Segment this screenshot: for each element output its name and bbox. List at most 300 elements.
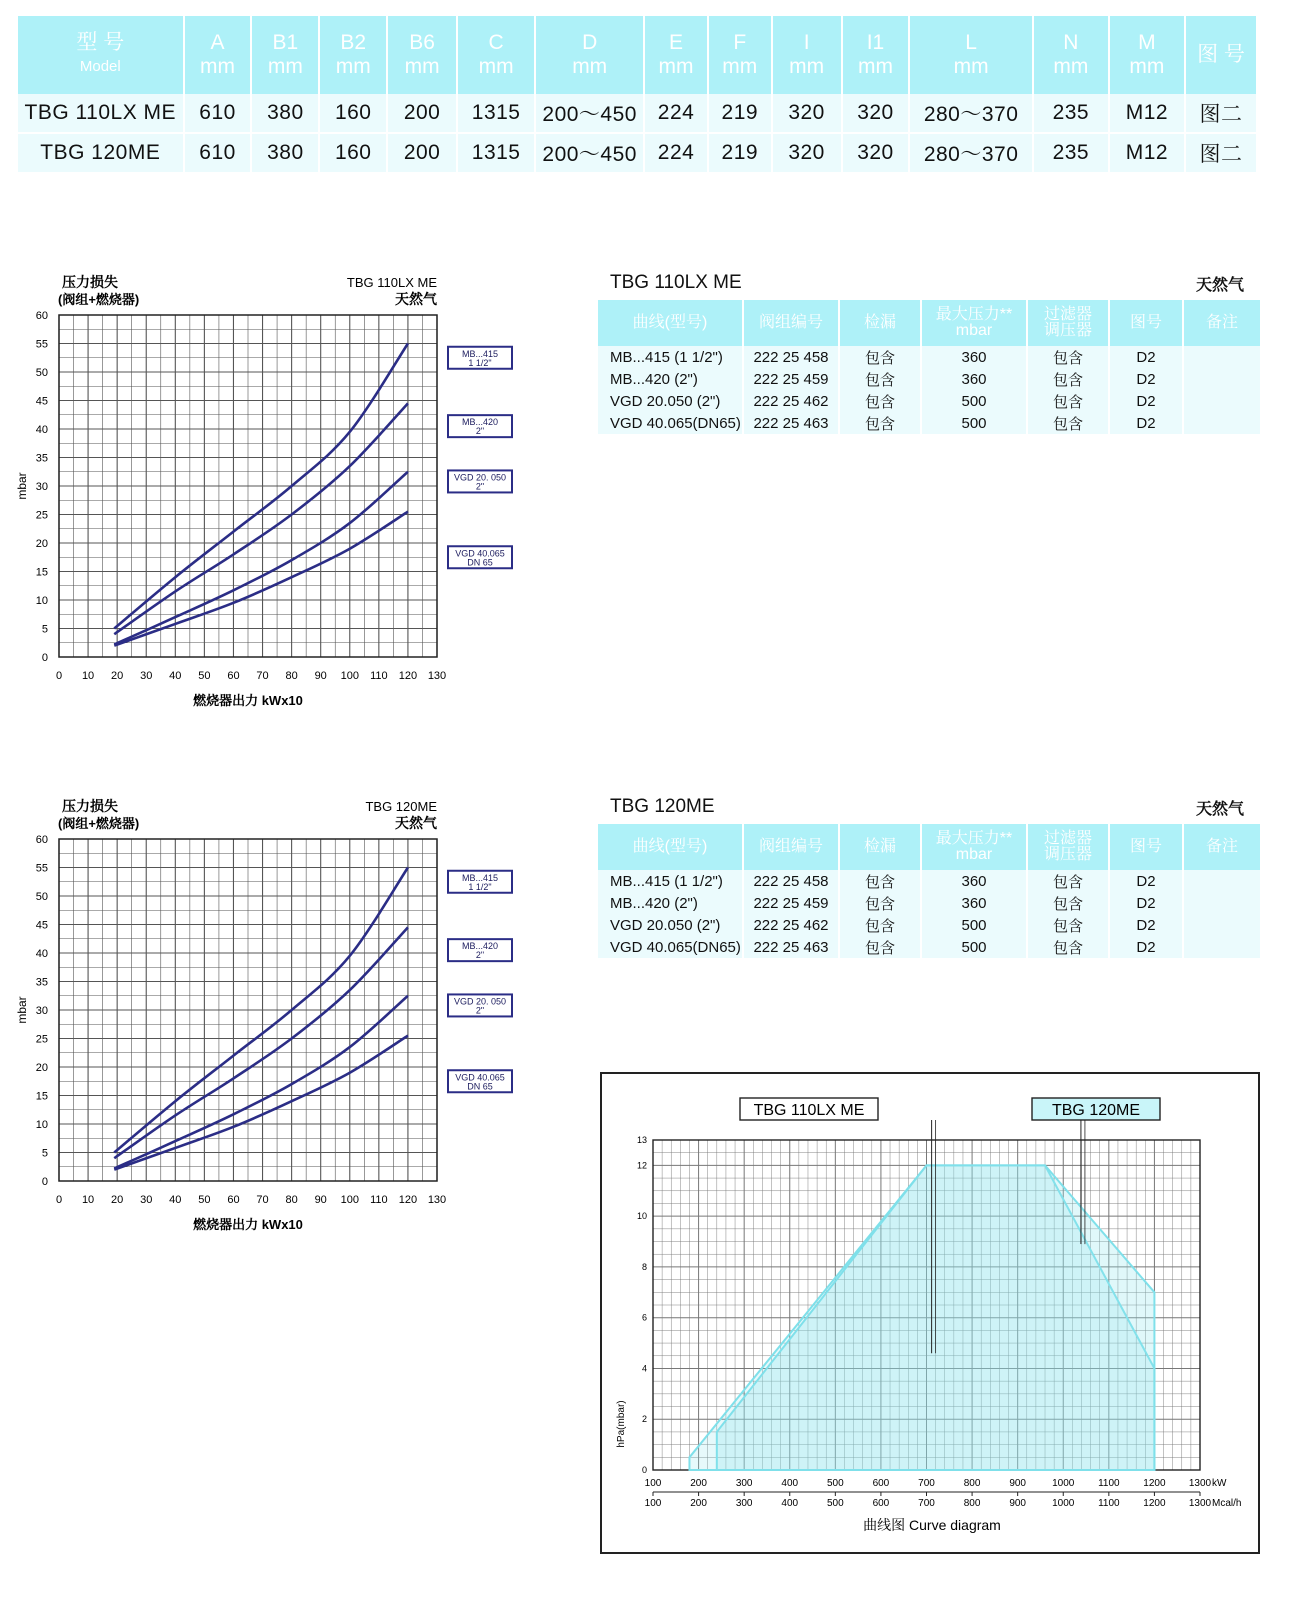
table-cell: TBG 110LX ME (18, 94, 183, 134)
x-tick-label: 500 (826, 1478, 844, 1489)
series-label-text: DN 65 (467, 1081, 493, 1092)
valve-header-cell: 检漏 (840, 824, 920, 870)
table-cell: TBG 120ME (18, 134, 183, 172)
dimension-header-label: M (1138, 31, 1156, 54)
table-cell: 500 (922, 914, 1026, 936)
table-cell: 222 25 463 (744, 936, 838, 958)
x-tick-label: 700 (918, 1478, 935, 1489)
chart-gas: 天然气 (395, 815, 437, 831)
x-tick-label: 30 (140, 670, 153, 682)
series-label-text: 2" (475, 950, 485, 961)
dimension-header-unit: mm (404, 55, 440, 78)
valve-header-cell (1028, 300, 1108, 346)
y-tick-label: 35 (35, 452, 48, 465)
table-cell (1184, 390, 1260, 412)
table-cell: M12 (1110, 134, 1184, 172)
chart-title: 压力损失 (62, 798, 118, 814)
table-cell: VGD 20.050 (2") (598, 390, 742, 412)
y-tick-label: 10 (35, 595, 48, 607)
valve-header-label: 最大压力** (935, 306, 1013, 323)
x2-tick-label: 100 (644, 1498, 662, 1509)
dimension-header-label: B2 (340, 31, 367, 54)
dimension-header-label: F (733, 31, 747, 54)
dimension-header-cell (645, 16, 707, 94)
table-row (598, 390, 1260, 412)
y-tick-label: 55 (35, 862, 48, 875)
dimension-header-label: A (210, 31, 225, 54)
series-label-text: VGD 40.065 (455, 548, 505, 559)
y-tick-label: 0 (641, 1465, 647, 1475)
dimension-header-label: L (965, 31, 977, 54)
table-row (598, 870, 1260, 892)
y-tick-label: 5 (41, 1147, 48, 1160)
table-cell: 222 25 463 (744, 412, 838, 434)
table-cell: 500 (922, 412, 1026, 434)
x2-tick-label: 1000 (1052, 1498, 1075, 1509)
table-cell: 1315 (458, 94, 534, 134)
valve-header-label: mbar (955, 322, 993, 339)
valve-header-label: 过滤器 (1043, 830, 1092, 847)
valve-header-cell (922, 300, 1026, 346)
x-tick-label: 300 (735, 1478, 753, 1489)
x2-tick-label: 1300 (1188, 1498, 1212, 1509)
table-cell: 200 (388, 134, 456, 172)
table-cell: D2 (1110, 870, 1182, 892)
table-cell (1184, 892, 1260, 914)
dimension-table-header (18, 16, 1256, 94)
x2-tick-label: 200 (690, 1498, 707, 1509)
x-tick-label: 60 (227, 1194, 240, 1206)
table-cell: D2 (1110, 936, 1182, 958)
series-label-text: VGD 40.065 (455, 1072, 505, 1083)
y-tick-label: 40 (35, 424, 48, 436)
callout-label: TBG 110LX ME (753, 1102, 865, 1119)
dimension-header-cell (536, 16, 643, 94)
x-tick-label: 110 (370, 1194, 388, 1206)
table-row (18, 134, 1256, 172)
table-cell: MB...420 (2") (598, 368, 742, 390)
y-tick-label: 2 (641, 1414, 647, 1425)
dimension-header-cell (910, 16, 1031, 94)
table-cell: 200 (388, 94, 456, 134)
valve-header-label: mbar (955, 846, 993, 863)
chart-gas: 天然气 (395, 291, 437, 307)
dimension-header-unit: mm (1053, 55, 1089, 78)
y-tick-label: 20 (35, 538, 48, 550)
table-cell: 包含 (840, 914, 920, 936)
y-tick-label: 12 (636, 1160, 647, 1171)
x-tick-label: 20 (111, 670, 124, 682)
table-cell: 280～370 (910, 134, 1031, 172)
series-label-text: MB...415 (461, 872, 499, 883)
table-cell: 包含 (840, 390, 920, 412)
x-tick-label: 100 (340, 670, 359, 682)
series-label-text: VGD 20. 050 (453, 996, 507, 1007)
dimension-header-cell (843, 16, 909, 94)
y-tick-label: 60 (35, 310, 48, 322)
valve-header-cell (922, 824, 1026, 870)
dimension-header-label: I (803, 31, 810, 54)
chart-subtitle: (阀组+燃烧器) (58, 816, 140, 831)
table-cell: 图二 (1186, 94, 1256, 134)
y-tick-label: 30 (35, 1005, 48, 1017)
valve-header-cell: 备注 (1184, 824, 1260, 870)
table-cell: MB...420 (2") (598, 892, 742, 914)
y-tick-label: 40 (35, 948, 48, 960)
x-tick-label: 600 (872, 1478, 890, 1489)
y-tick-label: 50 (35, 891, 48, 903)
x2-tick-label: 1200 (1143, 1498, 1166, 1509)
x-tick-label: 40 (169, 1194, 182, 1206)
dimension-header-label: D (582, 31, 598, 54)
series-label-text: DN 65 (467, 557, 493, 568)
table-cell: 包含 (840, 346, 920, 368)
table-cell (1184, 936, 1260, 958)
valve-header-cell: 曲线(型号) (598, 824, 742, 870)
table-cell: 235 (1034, 134, 1108, 172)
table-cell: 219 (709, 134, 771, 172)
x-tick-label: 1000 (1052, 1478, 1075, 1489)
series-line (114, 996, 408, 1169)
table-cell: 200～450 (536, 134, 643, 172)
x-tick-label: 1300 (1188, 1478, 1212, 1489)
y-tick-label: 45 (35, 919, 48, 932)
dimension-header-cell (252, 16, 318, 94)
dimension-header-cell (388, 16, 456, 94)
table-cell: 包含 (1028, 870, 1108, 892)
callout-label: TBG 120ME (1051, 1102, 1141, 1119)
series-line (114, 472, 408, 645)
series-label-text: 1 1/2" (468, 357, 492, 368)
table-cell: 380 (252, 134, 318, 172)
x-tick-label: 50 (198, 670, 211, 682)
table-cell: MB...415 (1 1/2") (598, 870, 742, 892)
table-cell: 160 (320, 134, 386, 172)
y-tick-label: 45 (35, 395, 48, 408)
series-label-text: MB...415 (461, 348, 499, 359)
y-tick-label: 55 (35, 338, 48, 351)
x-tick-label: 70 (256, 1194, 269, 1206)
y-tick-label: 5 (41, 623, 48, 636)
valve-header-cell (1028, 824, 1108, 870)
x-tick-label: 0 (55, 670, 63, 682)
x2-unit-label: Mcal/h (1212, 1498, 1242, 1509)
table-cell: 包含 (1028, 914, 1108, 936)
x-tick-label: 40 (169, 670, 182, 682)
table-cell: MB...415 (1 1/2") (598, 346, 742, 368)
curve-diagram-chart (602, 1074, 1258, 1552)
series-label-text: 2" (475, 426, 485, 437)
dimension-header-cell (320, 16, 386, 94)
y-tick-label: 0 (41, 652, 48, 664)
table-cell: 610 (185, 134, 251, 172)
table-cell (1184, 870, 1260, 892)
pressure-loss-chart-1 (0, 268, 600, 748)
valve-header-cell: 检漏 (840, 300, 920, 346)
table-cell: D2 (1110, 346, 1182, 368)
valve-header-cell: 图号 (1110, 824, 1182, 870)
x-tick-label: 0 (55, 1194, 63, 1206)
valve-table-block-1 (596, 272, 1258, 434)
dimension-header-unit: mm (478, 55, 514, 78)
x-tick-label: 120 (398, 670, 418, 682)
table-cell: 包含 (1028, 936, 1108, 958)
y-tick-label: 30 (35, 481, 48, 493)
x-tick-label: 130 (427, 1194, 447, 1206)
valve-header-cell: 备注 (1184, 300, 1260, 346)
series-label-text: VGD 20. 050 (453, 472, 507, 483)
table-cell: 包含 (1028, 892, 1108, 914)
x2-tick-label: 900 (1009, 1498, 1027, 1509)
y-tick-label: 20 (35, 1062, 48, 1074)
x2-tick-label: 700 (918, 1498, 935, 1509)
y-tick-label: 35 (35, 976, 48, 989)
dimension-header-unit: mm (953, 55, 989, 78)
chart-title: 曲线图 Curve diagram (863, 1517, 1001, 1533)
table-cell: 222 25 459 (744, 892, 838, 914)
valve-table-block-2 (596, 796, 1258, 958)
y-tick-label: 25 (35, 509, 48, 522)
table-cell: VGD 40.065(DN65) (598, 936, 742, 958)
chart-subtitle: (阀组+燃烧器) (58, 292, 140, 307)
table-cell: 包含 (840, 870, 920, 892)
dimension-header-label: I1 (866, 31, 885, 54)
dimension-header-label: N (1063, 31, 1079, 54)
valve-header-cell: 阀组编号 (744, 300, 838, 346)
table-row (18, 94, 1256, 134)
x-tick-label: 800 (963, 1478, 981, 1489)
table-row (598, 914, 1260, 936)
table-cell: 360 (922, 346, 1026, 368)
x-tick-label: 90 (314, 670, 327, 682)
table-cell: 500 (922, 936, 1026, 958)
dimension-header-cell (773, 16, 841, 94)
dimension-header-unit: mm (267, 55, 303, 78)
dimension-header-label: B1 (272, 31, 299, 54)
table-cell: 包含 (840, 892, 920, 914)
x-tick-label: 80 (285, 1194, 298, 1206)
series-label-text: MB...420 (461, 417, 499, 428)
table-cell: 360 (922, 368, 1026, 390)
chart-model: TBG 120ME (365, 799, 437, 814)
dimension-header-unit: mm (200, 55, 236, 78)
y-tick-label: 15 (35, 1090, 48, 1103)
x2-tick-label: 500 (826, 1498, 844, 1509)
valve-header-cell: 图号 (1110, 300, 1182, 346)
x-tick-label: 110 (370, 670, 388, 682)
dimension-header-unit: Model (79, 58, 121, 75)
dimension-header-unit: mm (658, 55, 694, 78)
table-cell: 219 (709, 94, 771, 134)
x2-tick-label: 1100 (1098, 1498, 1120, 1509)
x-tick-label: 100 (644, 1478, 662, 1489)
series-label-text: 1 1/2" (468, 881, 492, 892)
x-tick-label: 50 (198, 1194, 211, 1206)
dimension-header-label: 图 号 (1197, 43, 1245, 66)
valve-header-label: 调压器 (1043, 322, 1092, 339)
dimension-header-cell (1110, 16, 1184, 94)
y-tick-label: 13 (636, 1135, 647, 1145)
dimension-header-label: 型 号 (76, 31, 125, 54)
x-tick-label: 100 (340, 1194, 359, 1206)
valve-table-gas: 天然气 (1195, 801, 1244, 818)
valve-header-cell: 曲线(型号) (598, 300, 742, 346)
dimension-header-cell (18, 16, 183, 94)
table-cell: 235 (1034, 94, 1108, 134)
valve-header-label: 过滤器 (1043, 306, 1092, 323)
table-cell: 包含 (840, 368, 920, 390)
table-cell: 500 (922, 390, 1026, 412)
y-tick-label: 10 (35, 1119, 48, 1131)
valve-table-model: TBG 110LX ME (610, 272, 742, 293)
valve-table-gas: 天然气 (1195, 277, 1244, 294)
table-cell: 200～450 (536, 94, 643, 134)
y-tick-label: 60 (35, 834, 48, 846)
valve-header-label: 调压器 (1043, 846, 1092, 863)
y-tick-label: 6 (641, 1312, 647, 1323)
table-cell: 320 (843, 134, 909, 172)
x2-tick-label: 400 (781, 1498, 799, 1509)
x-tick-label: 120 (398, 1194, 418, 1206)
x2-tick-label: 800 (963, 1498, 981, 1509)
table-cell: 包含 (840, 936, 920, 958)
dimension-header-unit: mm (722, 55, 758, 78)
table-cell: 图二 (1186, 134, 1256, 172)
table-cell (1184, 368, 1260, 390)
valve-table-body (598, 346, 1260, 434)
dimension-header-cell (709, 16, 771, 94)
table-cell: D2 (1110, 914, 1182, 936)
series-label-text: 2" (475, 1005, 485, 1016)
x-tick-label: 30 (140, 1194, 153, 1206)
x-tick-label: 1100 (1098, 1478, 1120, 1489)
table-cell: 222 25 458 (744, 346, 838, 368)
dimension-header-cell (1186, 16, 1256, 94)
table-row (598, 892, 1260, 914)
table-cell: 1315 (458, 134, 534, 172)
x2-tick-label: 300 (735, 1498, 753, 1509)
y-axis-label: mbar (15, 472, 29, 500)
valve-table (596, 300, 1262, 434)
dimension-header-unit: mm (572, 55, 608, 78)
dimension-table-body (18, 94, 1256, 172)
table-cell: 包含 (1028, 390, 1108, 412)
table-cell: D2 (1110, 892, 1182, 914)
series-label-text: 2" (475, 481, 485, 492)
x-tick-label: 20 (111, 1194, 124, 1206)
table-row (598, 346, 1260, 368)
dimension-table (16, 16, 1258, 172)
table-cell: 320 (773, 94, 841, 134)
table-cell: 包含 (1028, 368, 1108, 390)
table-cell: 222 25 458 (744, 870, 838, 892)
valve-table-header (598, 300, 1260, 346)
dimension-header-unit: mm (1129, 55, 1165, 78)
y-tick-label: 50 (35, 367, 48, 379)
dimension-header-label: E (669, 31, 684, 54)
table-cell: D2 (1110, 368, 1182, 390)
table-cell (1184, 346, 1260, 368)
table-cell: 380 (252, 94, 318, 134)
table-cell: 320 (773, 134, 841, 172)
table-row (598, 412, 1260, 434)
table-row (598, 936, 1260, 958)
x-axis-label: 燃烧器出力 kWx10 (193, 693, 303, 708)
chart-model: TBG 110LX ME (346, 275, 437, 290)
y-tick-label: 8 (641, 1261, 647, 1272)
table-cell: 610 (185, 94, 251, 134)
table-cell: 160 (320, 94, 386, 134)
y-tick-label: 0 (41, 1176, 48, 1188)
x-tick-label: 400 (781, 1478, 799, 1489)
table-cell: 224 (645, 134, 707, 172)
x-tick-label: 80 (285, 670, 298, 682)
table-cell: D2 (1110, 412, 1182, 434)
x-tick-label: 60 (227, 670, 240, 682)
x-tick-label: 10 (81, 1194, 95, 1206)
table-cell: 280～370 (910, 94, 1031, 134)
dimension-header-unit: mm (857, 55, 893, 78)
valve-table-body (598, 870, 1260, 958)
dimension-header-label: B6 (409, 31, 435, 54)
table-cell: 包含 (840, 412, 920, 434)
dimension-header-cell (458, 16, 534, 94)
table-cell (1184, 914, 1260, 936)
valve-header-cell: 阀组编号 (744, 824, 838, 870)
valve-table-header (598, 824, 1260, 870)
y-axis-label: mbar (15, 996, 29, 1024)
pressure-loss-chart-2 (0, 792, 600, 1272)
x-tick-label: 1200 (1143, 1478, 1166, 1489)
y-tick-label: 4 (641, 1363, 647, 1374)
table-cell: 360 (922, 892, 1026, 914)
x-tick-label: 70 (256, 670, 269, 682)
table-cell (1184, 412, 1260, 434)
table-cell: 222 25 462 (744, 390, 838, 412)
table-cell: 包含 (1028, 346, 1108, 368)
table-cell: 320 (843, 94, 909, 134)
x-axis-label: 燃烧器出力 kWx10 (193, 1217, 303, 1232)
valve-header-label: 最大压力** (935, 830, 1013, 847)
table-cell: D2 (1110, 390, 1182, 412)
chart-title: 压力损失 (62, 274, 118, 290)
table-cell: 222 25 459 (744, 368, 838, 390)
table-row (598, 368, 1260, 390)
table-cell: VGD 40.065(DN65) (598, 412, 742, 434)
x-tick-label: 90 (314, 1194, 327, 1206)
y-tick-label: 15 (35, 566, 48, 579)
dimension-header-cell (1034, 16, 1108, 94)
dimension-header-label: C (488, 31, 504, 54)
valve-table-model: TBG 120ME (610, 796, 715, 817)
table-cell: M12 (1110, 94, 1184, 134)
dimension-header-cell (185, 16, 251, 94)
table-cell: 包含 (1028, 412, 1108, 434)
dimension-header-unit: mm (789, 55, 825, 78)
y-axis-label: hPa(mbar) (616, 1400, 627, 1448)
table-cell: 222 25 462 (744, 914, 838, 936)
table-cell: 224 (645, 94, 707, 134)
table-cell: 360 (922, 870, 1026, 892)
table-cell: VGD 20.050 (2") (598, 914, 742, 936)
y-tick-label: 10 (636, 1211, 647, 1222)
y-tick-label: 25 (35, 1033, 48, 1046)
valve-table (596, 824, 1262, 958)
x-unit-label: kW (1212, 1478, 1227, 1489)
x2-tick-label: 600 (872, 1498, 890, 1509)
series-label-text: MB...420 (461, 941, 499, 952)
x-tick-label: 200 (690, 1478, 707, 1489)
